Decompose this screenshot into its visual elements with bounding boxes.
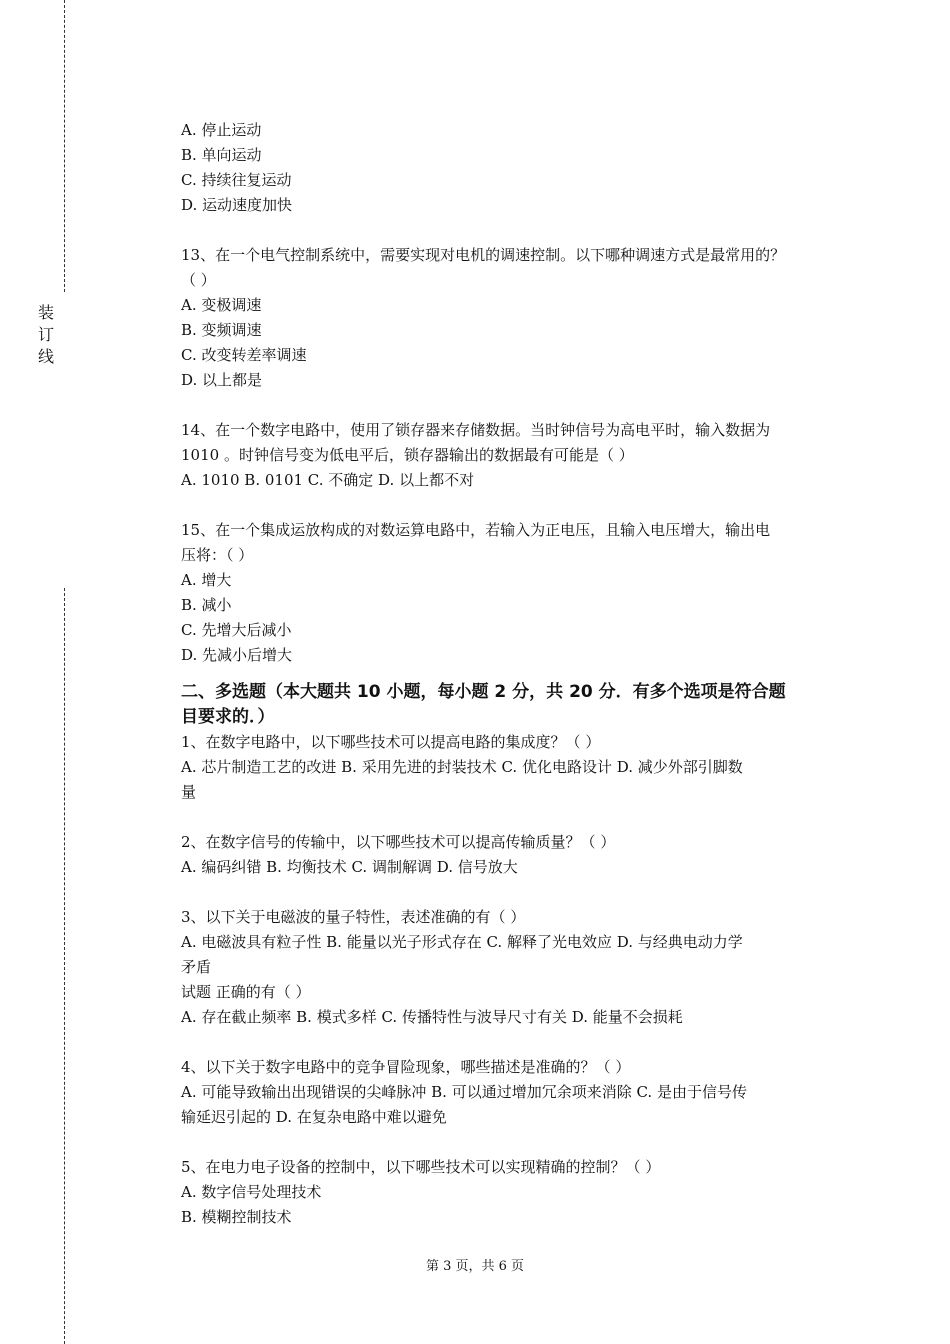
question-stem: 15、在一个集成运放构成的对数运算电路中，若输入为正电压，且输入电压增大，输出电 bbox=[181, 521, 771, 539]
question-stem: 1010 。时钟信号变为低电平后，锁存器输出的数据最有可能是（ ） bbox=[181, 446, 634, 464]
section-title-line: 目要求的．） bbox=[181, 707, 275, 727]
multi-question-3 bbox=[181, 905, 861, 1030]
question-12-options bbox=[181, 118, 861, 218]
question-13 bbox=[181, 243, 861, 393]
question-stem: 14、在一个数字电路中，使用了锁存器来存储数据。当时钟信号为高电平时，输入数据为 bbox=[181, 421, 771, 439]
option: A. 数字信号处理技术 bbox=[181, 1183, 322, 1201]
question-stem: 1、在数字电路中，以下哪些技术可以提高电路的集成度？（ ） bbox=[181, 733, 601, 751]
binding-char: 装 bbox=[37, 303, 54, 322]
option: A. 增大 bbox=[181, 571, 232, 589]
options-inline: 输延迟引起的 D. 在复杂电路中难以避免 bbox=[181, 1108, 447, 1126]
options-inline: 量 bbox=[181, 783, 197, 801]
exam-content bbox=[181, 118, 861, 1230]
options-inline: 矛盾 bbox=[181, 958, 212, 976]
option: C. 先增大后减小 bbox=[181, 621, 292, 639]
binding-dashed-line-bottom bbox=[64, 588, 65, 1344]
option: A. 变极调速 bbox=[181, 296, 262, 314]
option: B. 单向运动 bbox=[181, 146, 262, 164]
option: B. 减小 bbox=[181, 596, 232, 614]
options-inline: A. 1010 B. 0101 C. 不确定 D. 以上都不对 bbox=[181, 471, 475, 489]
page-number: 第 3 页，共 6 页 bbox=[425, 1259, 525, 1274]
option: D. 以上都是 bbox=[181, 371, 263, 389]
section-title bbox=[181, 680, 861, 730]
option: D. 先减小后增大 bbox=[181, 646, 293, 664]
options-inline: A. 编码纠错 B. 均衡技术 C. 调制解调 D. 信号放大 bbox=[181, 858, 518, 876]
option: D. 运动速度加快 bbox=[181, 196, 293, 214]
binding-label bbox=[36, 302, 56, 368]
multi-question-2 bbox=[181, 830, 861, 880]
question-stem: 4、以下关于数字电路中的竞争冒险现象，哪些描述是准确的？（ ） bbox=[181, 1058, 631, 1076]
option: B. 模糊控制技术 bbox=[181, 1208, 292, 1226]
question-stem: 3、以下关于电磁波的量子特性，表述准确的有（ ） bbox=[181, 908, 526, 926]
option: A. 停止运动 bbox=[181, 121, 262, 139]
options-inline: A. 电磁波具有粒子性 B. 能量以光子形式存在 C. 解释了光电效应 D. 与经典电动力学 bbox=[181, 933, 743, 951]
question-stem: 5、在电力电子设备的控制中，以下哪些技术可以实现精确的控制？（ ） bbox=[181, 1158, 661, 1176]
options-inline: A. 芯片制造工艺的改进 B. 采用先进的封装技术 C. 优化电路设计 D. 减少外部引脚数 bbox=[181, 758, 743, 776]
question-stem: 13、在一个电气控制系统中，需要实现对电机的调速控制。以下哪种调速方式是最常用的？ bbox=[181, 246, 786, 264]
option: C. 改变转差率调速 bbox=[181, 346, 307, 364]
section-title-line: 二、多选题（本大题共 10 小题，每小题 2 分，共 20 分．有多个选项是符合题 bbox=[181, 682, 786, 702]
binding-char: 订 bbox=[37, 325, 54, 344]
option: C. 持续往复运动 bbox=[181, 171, 292, 189]
question-15 bbox=[181, 518, 861, 668]
question-14 bbox=[181, 418, 861, 493]
multi-question-1 bbox=[181, 730, 861, 805]
option: B. 变频调速 bbox=[181, 321, 262, 339]
question-stem: 2、在数字信号的传输中，以下哪些技术可以提高传输质量？（ ） bbox=[181, 833, 616, 851]
multi-question-4 bbox=[181, 1055, 861, 1130]
options-inline: A. 可能导致输出出现错误的尖峰脉冲 B. 可以通过增加冗余项来消除 C. 是由于信号传 bbox=[181, 1083, 747, 1101]
answer-bracket: （ ） bbox=[181, 271, 216, 289]
binding-dashed-line-top bbox=[64, 0, 65, 292]
options-inline: A. 存在截止频率 B. 模式多样 C. 传播特性与波导尺寸有关 D. 能量不会损耗 bbox=[181, 1008, 683, 1026]
question-stem: 压将：（ ） bbox=[181, 546, 254, 564]
binding-char: 线 bbox=[37, 347, 54, 366]
question-stem: 试题 正确的有（ ） bbox=[181, 983, 311, 1001]
multi-question-5 bbox=[181, 1155, 861, 1230]
